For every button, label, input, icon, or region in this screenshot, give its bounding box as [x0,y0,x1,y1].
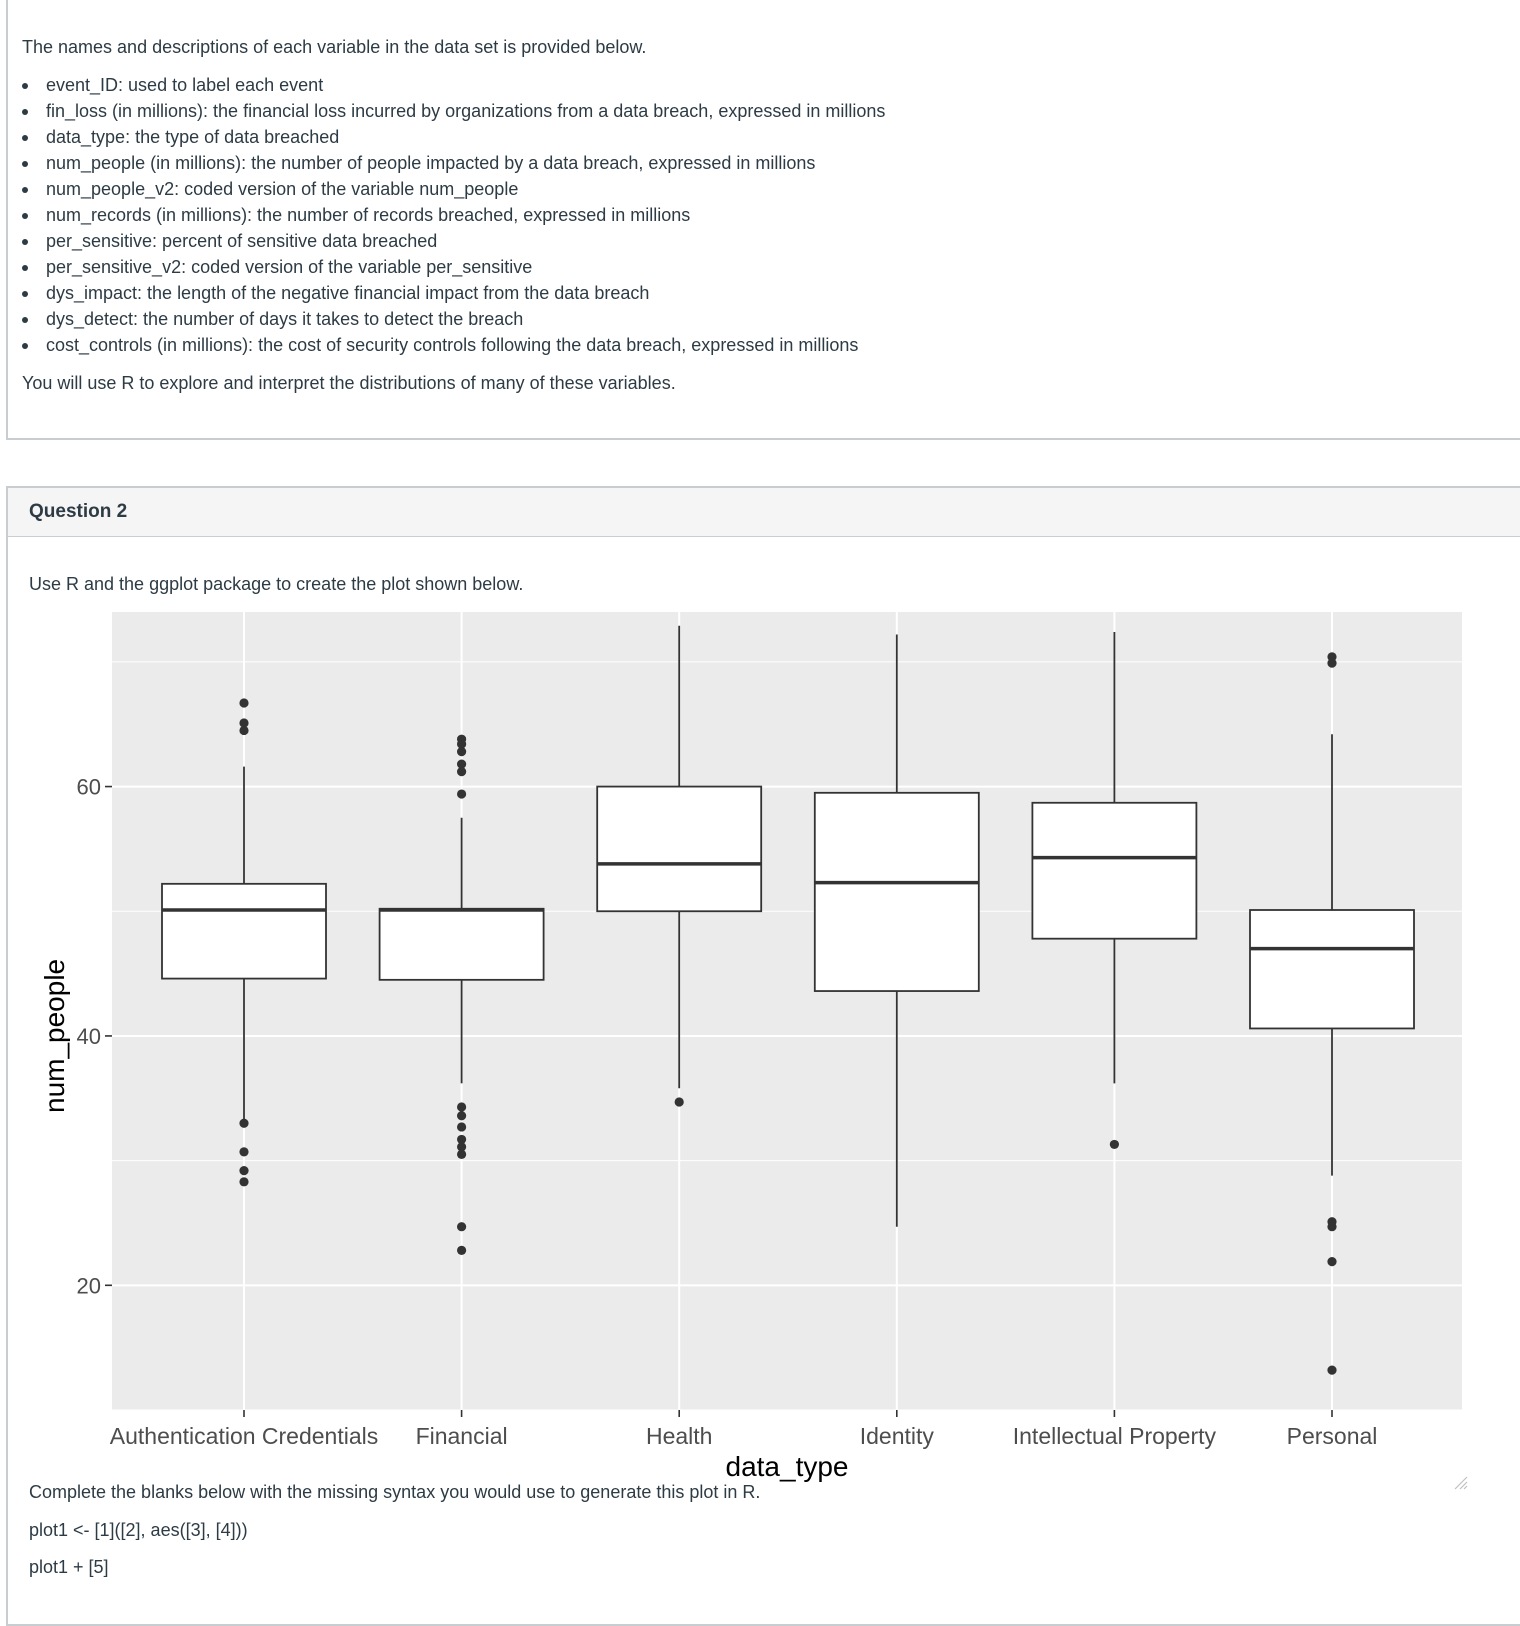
outlier-point [675,1097,684,1106]
resize-handle-icon[interactable] [1452,1474,1468,1490]
outlier-point [457,1102,466,1111]
question-instructions: Complete the blanks below with the missing syntax you would use to generate this plot in R. [29,1482,761,1502]
x-tick-label: Financial [415,1423,508,1449]
outlier-point [457,1222,466,1231]
box-iqr [815,793,979,991]
outlier-point [239,1119,248,1128]
box-iqr [1032,803,1196,939]
question-title: Question 2 [8,488,1520,537]
x-tick-label: Health [645,1423,713,1449]
outlier-point [1110,1140,1119,1149]
box-iqr [597,787,761,912]
y-axis-title: num_people [39,958,70,1113]
variable-item: data_type: the type of data breached [22,124,1022,150]
outlier-point [457,789,466,798]
outlier-point [1327,1366,1336,1375]
x-axis-title: data_type [725,1451,849,1482]
code-line-2: plot1 + [5] [29,1557,109,1577]
outlier-point [239,698,248,707]
x-tick-label: Personal [1286,1423,1378,1449]
x-tick-label: Authentication Credentials [109,1423,379,1449]
variable-item: num_people (in millions): the number of people impacted by a data breach, expressed in millions [22,150,1022,176]
code-line-1: plot1 <- [1]([2], aes([3], [4])) [29,1520,248,1540]
outlier-point [457,1246,466,1255]
box-iqr [380,909,544,980]
outlier-point [457,1122,466,1131]
outlier-point [239,1166,248,1175]
outlier-point [457,1150,466,1159]
outlier-point [1327,1222,1336,1231]
variable-item: per_sensitive: percent of sensitive data breached [22,228,1022,254]
variable-item: num_people_v2: coded version of the variable num_people [22,176,1022,202]
outlier-point [1327,659,1336,668]
question-prompt: Use R and the ggplot package to create the plot shown below. [29,574,524,594]
outlier-point [239,726,248,735]
box-iqr [162,884,326,979]
outlier-point [239,1177,248,1186]
y-tick-label: 20 [76,1273,101,1299]
x-tick-label: Intellectual Property [1012,1423,1217,1449]
outlier-point [457,1111,466,1120]
outlier-point [1327,1257,1336,1266]
variable-item: cost_controls (in millions): the cost of security controls following the data breach, expressed in millions [22,332,1022,358]
outlier-point [457,747,466,756]
y-tick-label: 40 [76,1023,101,1049]
outlier-point [239,1147,248,1156]
outlier-point [457,767,466,776]
variable-item: dys_impact: the length of the negative financial impact from the data breach [22,280,1022,306]
box-iqr [1250,910,1414,1028]
variable-item: num_records (in millions): the number of records breached, expressed in millions [22,202,1022,228]
y-tick-label: 60 [76,774,101,800]
intro-lead: The names and descriptions of each variable in the data set is provided below. [22,37,647,57]
variable-item: dys_detect: the number of days it takes to detect the breach [22,306,1022,332]
variable-item: event_ID: used to label each event [22,72,1022,98]
variable-item: per_sensitive_v2: coded version of the variable per_sensitive [22,254,1022,280]
x-tick-label: Identity [859,1423,934,1449]
intro-closing: You will use R to explore and interpret the distributions of many of these variables. [22,373,676,393]
variable-item: fin_loss (in millions): the financial loss incurred by organizations from a data breach, expressed in millions [22,98,1022,124]
